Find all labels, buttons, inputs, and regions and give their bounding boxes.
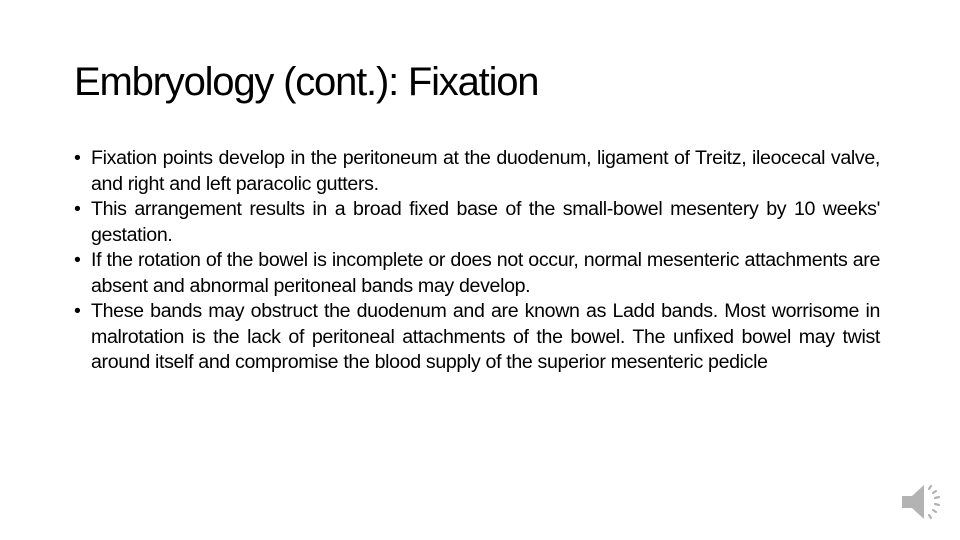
speaker-icon[interactable] — [898, 480, 946, 524]
bullet-item — [74, 146, 880, 197]
bullet-marker: • — [74, 249, 81, 271]
bullet-item — [74, 299, 880, 376]
bullet-marker: • — [74, 300, 81, 322]
bullet-marker: • — [74, 198, 81, 220]
bullet-text: This arrangement results in a broad fixed base of the small-bowel mesentery by 10 weeks' gestation. — [91, 198, 880, 246]
bullet-list — [74, 146, 880, 376]
bullet-item — [74, 248, 880, 299]
bullet-item — [74, 197, 880, 248]
bullet-marker: • — [74, 147, 81, 169]
bullet-text: Fixation points develop in the peritoneum at the duodenum, ligament of Treitz, ileocecal valve, and right and left paracolic gutters. — [91, 147, 880, 195]
bullet-text: If the rotation of the bowel is incomplete or does not occur, normal mesenteric attachments are absent and abnormal peritoneal bands may develop. — [91, 249, 880, 297]
slide-title: Embryology (cont.): Fixation — [74, 60, 539, 104]
bullet-text: These bands may obstruct the duodenum and are known as Ladd bands. Most worrisome in malrotation is the lack of peritoneal attachments of the bowel. The unfixed bowel may twist around itself and compromise the blood supply of the superior mesenteric pedicle — [91, 300, 880, 373]
